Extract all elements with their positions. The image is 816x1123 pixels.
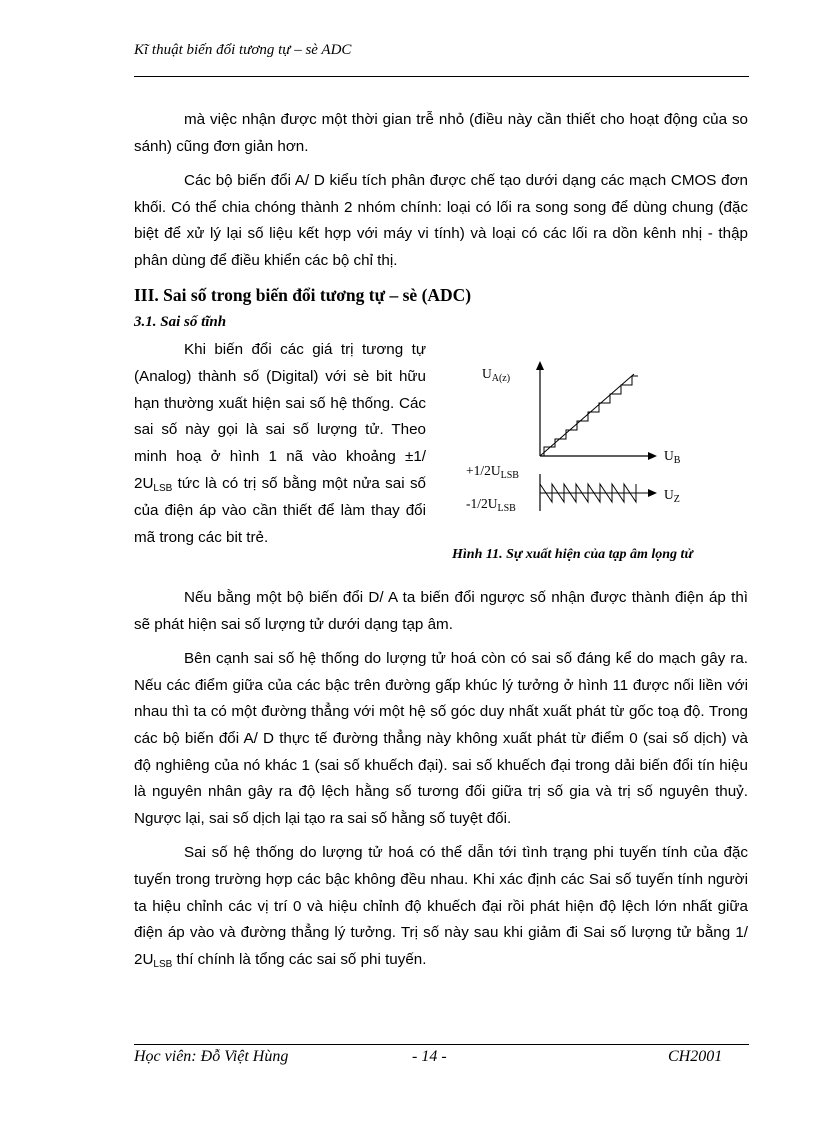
- plus-sub: LSB: [500, 470, 519, 481]
- subsection-heading: 3.1. Sai số tĩnh: [134, 314, 227, 330]
- header-divider: [134, 76, 749, 77]
- nonlinearity-text-part1: Sai số hệ thống do lượng tử hoá có thể dẫn tới tình trạng phi tuyến tính của đặc tuyến trong trường hợp các bậc không đều nhau. Khi xác định các Sai số tuyến tính người ta hiệu chỉnh các vị trí 0 và hiệu chỉnh độ khuếch đại rồi phát hiện độ lệch lớn nhất giữa điện áp vào và đường thẳng lý tưởng. Trị số này sau khi giảm đi Sai số lượng tử bằng 1/ 2U: [134, 844, 748, 968]
- ua-sub: A(z): [491, 373, 511, 384]
- quantization-figure: [452, 356, 752, 526]
- uz-main: U: [664, 487, 674, 502]
- figure-caption: Hình 11. Sự xuất hiện của tạp âm lọng tử: [452, 547, 693, 562]
- paragraph-circuit-errors: Bên cạnh sai số hệ thống do lượng tử hoá còn có sai số đáng kể do mạch gây ra. Nếu các điểm giữa của các bậc trên đường gấp khúc lý tưởng ở hình 11 được nối liền với nhau thì ta có một đường thẳng với một hệ số góc duy nhất xuất phát từ gốc toạ độ. Trong các bộ biến đổi A/ D thực tế đường thẳng này không xuất phát từ điểm 0 (sai số dịch) và độ nghiêng của nó khác 1 (sai số khuếch đại). sai số khuếch đại trong dải biến đổi tín hiệu là nguyên nhân gây ra độ lệch hằng số tương đối giữa trị số gia và trị số nguyên thuỷ. Ngược lại, sai số dịch lại tạo ra sai số hằng số tuyệt đối.: [134, 650, 748, 827]
- uz-sub: Z: [673, 494, 680, 505]
- uz-label: [664, 487, 680, 503]
- paragraph-da-inverse: Nếu bằng một bộ biến đổi D/ A ta biến đổi ngược số nhận được thành điện áp thì sẽ phát hiện sai số lượng tử dưới dạng tạp âm.: [134, 589, 748, 633]
- paragraph-integrating-adc: Các bộ biến đổi A/ D kiểu tích phân được chế tạo dưới dạng các mạch CMOS đơn khối. Có thể chia chóng thành 2 nhóm chính: loại có lối ra song song để dùng chung (đặc biệt để xử lý lại số liệu kết hợp với máy vi tính) và loại có các lối ra dồn kênh nhị - thập phân dùng để điều khiển các bộ chỉ thị.: [134, 172, 748, 269]
- ub-sub: B: [673, 455, 681, 466]
- paragraph-nonlinearity: [134, 840, 748, 973]
- footer-author: Học viên: Đỗ Việt Hùng: [134, 1048, 289, 1065]
- paragraph-quantization: [134, 337, 426, 551]
- staircase-transfer: [544, 376, 638, 456]
- quantization-text-part1: Khi biến đổi các giá trị tương tự (Analog) thành số (Digital) với sè bit hữu hạn thường xuất hiện sai số hệ thống. Các sai số này gọi là sai số lượng tử. Theo minh hoạ ở hình 1 nã vào khoảng ±1/ 2U: [134, 341, 426, 492]
- ub-label: [664, 448, 680, 464]
- paragraph-continuation: mà việc nhận được một thời gian trễ nhỏ (điều này cần thiết cho hoạt động của so sánh) cũng đơn giản hơn.: [134, 111, 748, 155]
- header-title: Kĩ thuật biến đổi tương tự – sè ADC: [134, 42, 352, 58]
- nonlinearity-lsb-subscript: LSB: [153, 958, 173, 970]
- minus-half-lsb-label: [466, 496, 516, 512]
- ua-label: [482, 366, 510, 382]
- body-text-block: [134, 585, 748, 973]
- lsb-subscript: LSB: [153, 482, 173, 494]
- minus-sub: LSB: [497, 503, 516, 514]
- section-heading: III. Sai số trong biến đổi tương tự – sè (ADC): [134, 285, 472, 305]
- nonlinearity-text-part2: thí chính là tổng các sai số phi tuyến.: [172, 950, 427, 968]
- quantization-text-part2: tức là có trị số bằng một nửa sai số của điện áp vào cần thiết để làm thay đổi mã trong các bit trẻ.: [134, 474, 426, 546]
- error-axis-arrow: [648, 489, 657, 497]
- footer-divider: [134, 1044, 749, 1045]
- y-axis-arrow: [536, 361, 544, 370]
- plus-half-lsb-label: [466, 463, 519, 479]
- intro-text-block: [134, 107, 748, 275]
- minus-main: -1/2U: [466, 496, 498, 511]
- footer-code: CH2001: [668, 1048, 723, 1065]
- x-axis-arrow: [648, 452, 657, 460]
- ub-main: U: [664, 448, 674, 463]
- plus-main: +1/2U: [466, 463, 501, 478]
- quantization-text: [134, 337, 426, 551]
- footer-page-number: - 14 -: [412, 1048, 447, 1065]
- ua-main: U: [482, 366, 492, 381]
- ideal-transfer-line: [540, 374, 634, 456]
